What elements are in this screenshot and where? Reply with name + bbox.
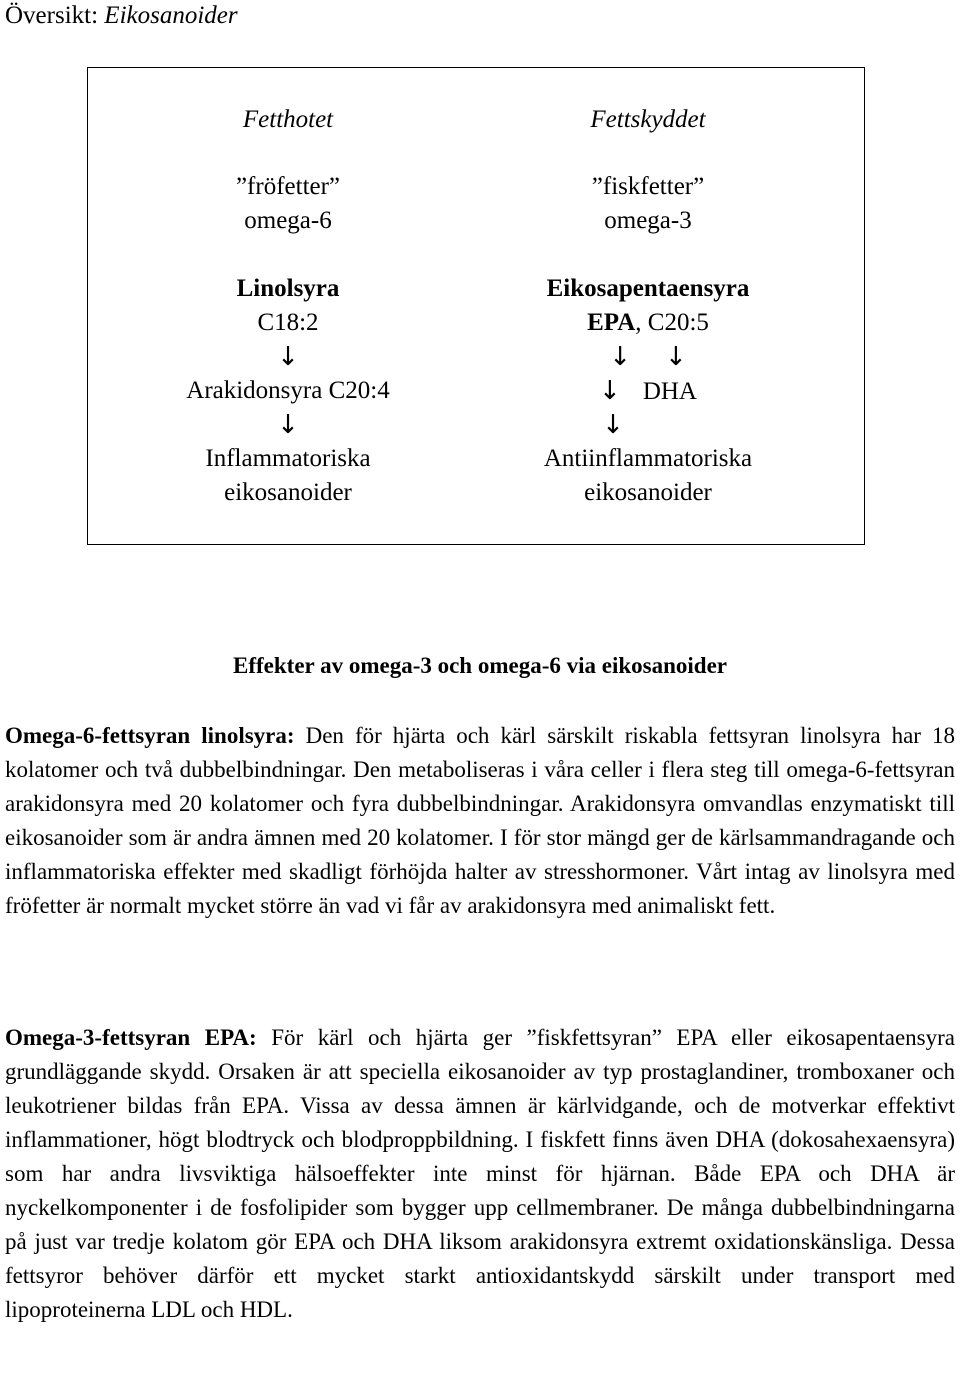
omega3-source: ”fiskfetter” xyxy=(591,173,705,200)
title-emphasis: Eikosanoider xyxy=(104,2,238,29)
page-title xyxy=(5,0,238,32)
antiinflammatory-result-line1: Antiinflammatoriska xyxy=(543,445,753,472)
dha-row xyxy=(468,375,828,408)
arrow-down-icon: ↓ xyxy=(602,410,624,440)
omega6-paragraph-text: Den för hjärta och kärl särskilt riskabla fettsyran linolsyra har 18 kolatomer och två dubbelbindningar. Den metaboliseras i våra celler i flera steg till omega-6-fettsyran arakidonsyra med 20 kolatomer och fyra dubbelbindningar. Arakidonsyra omvandlas enzymatiskt till eikosanoider som är andra ämnen med 20 kolatomer. I för stor mängd ger de kärlsammandragande och inflammatoriska effekter med skadligt förhöjda halter av stresshormoner. Vårt intag av linolsyra med fröfetter är normalt mycket större än vad vi får av arakidonsyra med animaliskt fett. xyxy=(5,723,956,918)
epa-formula: , C20:5 xyxy=(635,309,709,336)
antiinflammatory-result-line2: eikosanoider xyxy=(584,479,712,506)
inflammatory-result-line1: Inflammatoriska xyxy=(205,445,371,472)
omega6-heading: Fetthotet xyxy=(242,106,334,133)
omega6-label: omega-6 xyxy=(244,207,332,234)
epa-abbrev: EPA xyxy=(587,309,636,336)
eicosanoid-diagram-box xyxy=(87,67,865,545)
omega3-paragraph-text: För kärl och hjärta ger ”fiskfettsyran” EPA eller eikosapentaensyra grundläggande skydd. Orsaken är att speciella eikosanoider av typ prostaglandiner, tromboxaner och leukotriener bildas från EPA. Vissa av dessa ämnen är kärlvidgande, och de motverkar effektivt inflammationer, högt blodtryck och blodproppbildning. I fiskfett finns även DHA (dokosahexaensyra) som har andra livsviktiga hälsoeffekter inte minst för hjärnan. Både EPA och DHA är nyckelkomponenter i de fosfolipider som bygger upp cellmembraner. De många dubbelbindningarna på just var tredje kolatom gör EPA och DHA liksom arakidonsyra extremt oxidationskänsliga. Dessa fettsyror behöver därför ett mycket starkt antioxidantskydd särskilt under transport med lipoproteinerna LDL och HDL. xyxy=(5,1025,955,1322)
omega6-paragraph-lead: Omega-6-fettsyran linolsyra: xyxy=(5,723,295,748)
omega3-paragraph-lead: Omega-3-fettsyran EPA: xyxy=(5,1025,257,1050)
arachidonic-acid: Arakidonsyra C20:4 xyxy=(186,377,390,404)
linoleic-acid-formula: C18:2 xyxy=(257,309,319,336)
omega6-source: ”fröfetter” xyxy=(235,173,341,200)
omega3-paragraph xyxy=(5,1021,955,1327)
inflammatory-result-line2: eikosanoider xyxy=(224,479,352,506)
dha-label: DHA xyxy=(642,378,697,405)
omega6-paragraph xyxy=(5,719,955,923)
arrow-down-icon: ↓ xyxy=(665,342,687,372)
section-heading: Effekter av omega-3 och omega-6 via eikosanoider xyxy=(233,653,727,678)
omega3-label: omega-3 xyxy=(604,207,692,234)
arrow-down-icon: ↓ xyxy=(609,342,631,372)
arrow-down-icon: ↓ xyxy=(599,376,621,406)
epa-acid-name: Eikosapentaensyra xyxy=(546,275,750,302)
arrow-pair xyxy=(468,341,828,373)
omega3-heading: Fettskyddet xyxy=(590,106,706,133)
title-prefix: Översikt: xyxy=(5,2,105,29)
epa-acid-formula xyxy=(468,307,828,339)
linoleic-acid-name: Linolsyra xyxy=(236,275,340,302)
arrow-down-icon: ↓ xyxy=(277,410,299,440)
arrow-down-icon: ↓ xyxy=(277,342,299,372)
